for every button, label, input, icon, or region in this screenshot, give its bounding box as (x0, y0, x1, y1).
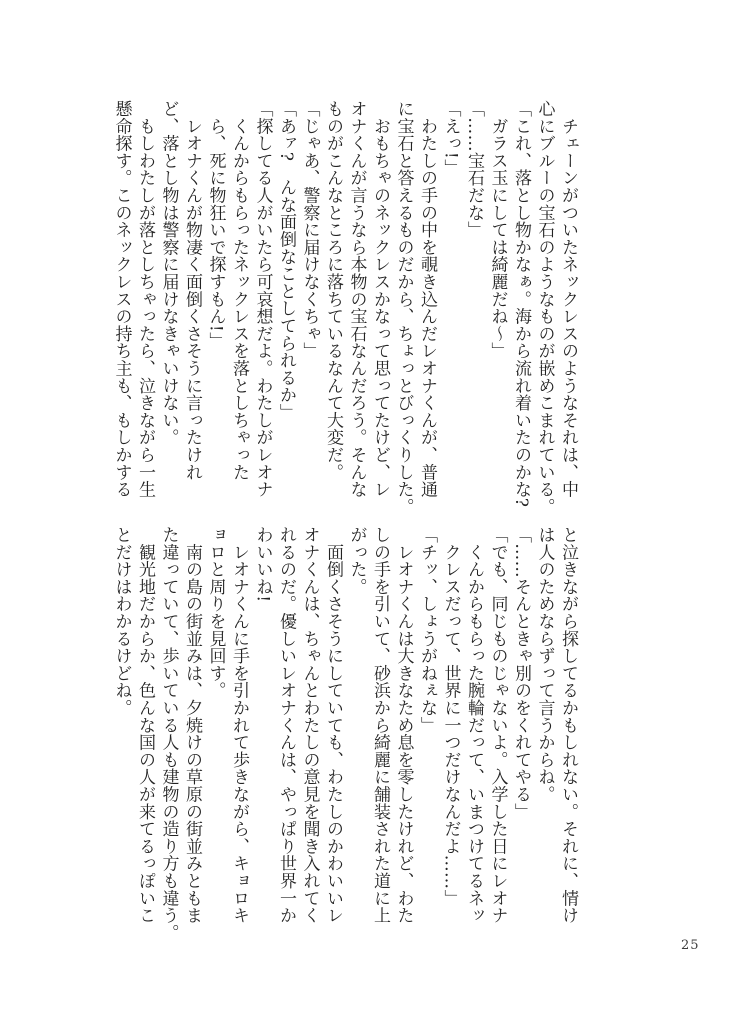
text-line: 「探してる人がいたら可哀想だよ。わたしがレオナ (252, 100, 273, 498)
text-line: わたしの手の中を覗き込んだレオナくんが、普通 (417, 100, 437, 498)
text-line: と泣きながら探してるかもしれない。それに、情け (558, 526, 578, 924)
text-block-upper (109, 100, 579, 516)
text-line: 南の島の街並みは、夕焼けの草原の街並みともま (182, 526, 202, 924)
text-line: 「じゃあ、警察に届けなくちゃ」 (299, 100, 320, 360)
text-line: オナくんが言うなら本物の宝石なんだろう。そんな (346, 100, 367, 498)
text-line: もしわたしが落としちゃったら、泣きながら一生 (135, 100, 155, 498)
text-line: チェーンがついたネックレスのようなそれは、中 (558, 100, 578, 498)
text-line: がった。 (346, 526, 367, 596)
text-line: 「これ、落とし物かなぁ。海から流れ着いたのかな? (511, 100, 531, 508)
text-line: ら、死に物狂いで探すもん!」 (205, 100, 226, 350)
text-line: くんからもらったネックレスを落としちゃった (229, 100, 249, 481)
text-line: た違っていて、歩いている人も建物の造り方も違う。 (158, 526, 179, 942)
text-line: レオナくんに手を引かれて歩きながら、キョロキ (229, 526, 249, 924)
text-line: 「……そんときゃ別のをくれてやる」 (511, 526, 531, 821)
text-line: 「……宝石だな」 (464, 100, 484, 239)
text-line: れるのだ。優しいレオナくんは、やっぱり世界一か (276, 526, 296, 924)
text-line: ョロと周りを見回す。 (205, 526, 226, 699)
text-line: クレスだって、世界に一つだけなんだよ……」 (440, 526, 461, 907)
text-block-lower (109, 526, 579, 942)
text-line: ど、落とし物は警察に届けなきゃいけない。 (158, 100, 179, 446)
text-line: とだけはわかるけどね。 (111, 526, 132, 717)
text-line: 「チッ、しょうがねぇな」 (417, 526, 437, 734)
text-line: レオナくんは大きなため息を零したけれど、わた (393, 526, 414, 924)
text-line: 「でも、同じものじゃないよ。入学した日にレオナ (487, 526, 508, 924)
text-line: ものがこんなところに落ちているなんて大変だ。 (323, 100, 343, 481)
text-line: 観光地だからか、色んな国の人が来てるっぽいこ (135, 526, 155, 924)
text-line: に宝石と答えるものだから、ちょっとびっくりした。 (393, 100, 414, 516)
text-line: ガラス玉にしては綺麗だね〜」 (487, 100, 508, 360)
text-line: しの手を引いて、砂浜から綺麗に舗装された道に上 (370, 526, 390, 924)
page-number: 25 (681, 938, 700, 953)
text-line: 懸命探す。このネックレスの持ち主も、もしかする (111, 100, 132, 498)
text-line: おもちゃのネックレスかなって思ってたけど、レ (370, 100, 390, 498)
text-line: 心にブルーの宝石のようなものが嵌めこまれている。 (534, 100, 555, 516)
text-line: わいいね! (252, 526, 273, 603)
text-line: は人のためならずって言うからね。 (534, 526, 555, 803)
text-line: オナくんは、ちゃんとわたしの意見を聞き入れてく (299, 526, 320, 924)
text-line: くんからもらった腕輪だって、いまつけてるネッ (464, 526, 484, 924)
text-line: 面倒くさそうにしていても、わたしのかわいいレ (323, 526, 343, 924)
text-line: 「えっ!」 (440, 100, 461, 177)
text-line: レオナくんが物凄く面倒くさそうに言ったけれ (182, 100, 202, 481)
text-line: 「あァ? んな面倒なことしてられるか」 (276, 100, 296, 421)
